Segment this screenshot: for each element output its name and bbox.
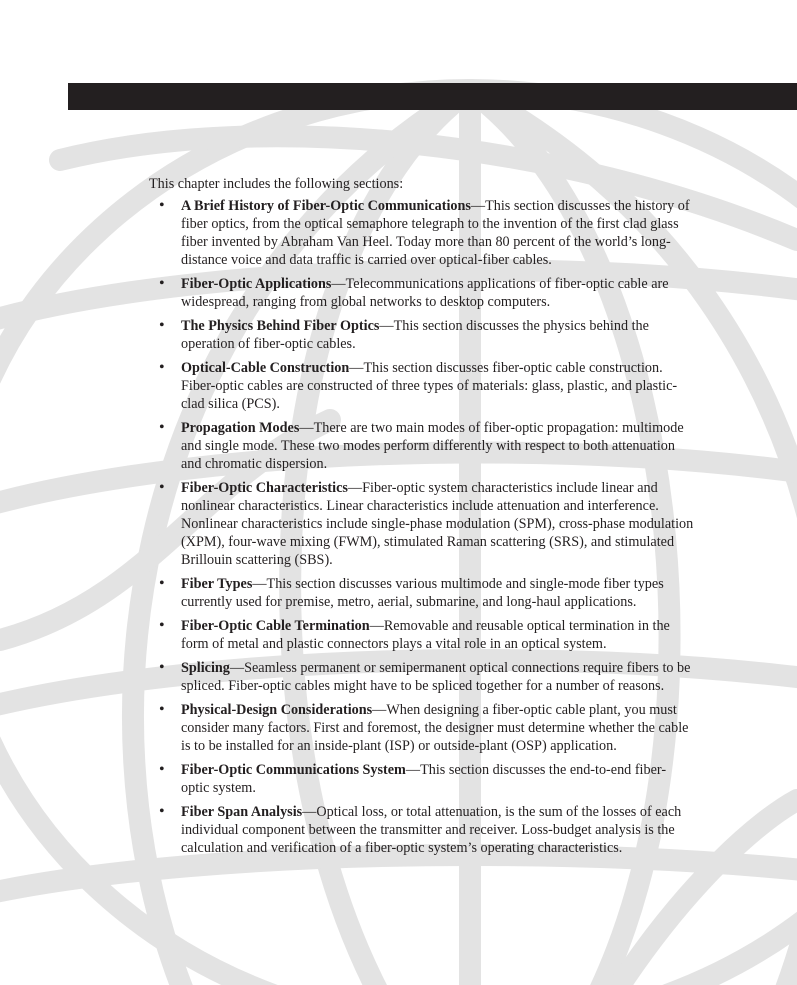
list-item: [149, 359, 694, 413]
bullet-icon: •: [159, 803, 165, 820]
section-description: —This section discusses the history of fiber optics, from the optical semaphore telegraph to the invention of the first clad glass fiber invented by Abraham Van Heel. Today more than 80 percent of the world’s long-distance voice and data traffic is carried over optical-fiber cables.: [181, 198, 690, 268]
section-description: —There are two main modes of fiber-optic propagation: multimode and single mode. These two modes perform differently with respect to both attenuation and chromatic dispersion.: [181, 420, 684, 472]
section-description: —Seamless permanent or semipermanent optical connections require fibers to be spliced. Fiber-optic cables might have to be spliced together for a number of reasons.: [181, 660, 691, 694]
section-term: Fiber-Optic Characteristics: [181, 480, 348, 496]
bullet-icon: •: [159, 479, 165, 496]
section-term: Splicing: [181, 660, 230, 676]
chapter-overview: [149, 175, 694, 863]
list-item: [149, 659, 694, 695]
section-description: —This section discusses various multimode and single-mode fiber types currently used for premise, metro, aerial, submarine, and long-haul applications.: [181, 576, 664, 610]
list-item: [149, 617, 694, 653]
list-item: [149, 479, 694, 569]
bullet-icon: •: [159, 359, 165, 376]
list-item: [149, 701, 694, 755]
section-term: Fiber-Optic Applications: [181, 276, 332, 292]
list-item: [149, 575, 694, 611]
bullet-icon: •: [159, 761, 165, 778]
section-term: Optical-Cable Construction: [181, 360, 350, 376]
section-term: Fiber-Optic Cable Termination: [181, 618, 370, 634]
section-term: Fiber-Optic Communications System: [181, 762, 406, 778]
section-term: A Brief History of Fiber-Optic Communications: [181, 198, 471, 214]
list-item: [149, 803, 694, 857]
bullet-icon: •: [159, 317, 165, 334]
section-term: The Physics Behind Fiber Optics: [181, 318, 380, 334]
list-item: [149, 197, 694, 269]
section-description: —This section discusses the end-to-end fiber-optic system.: [181, 762, 667, 796]
section-description: —Optical loss, or total attenuation, is the sum of the losses of each individual component between the transmitter and receiver. Loss-budget analysis is the calculation and verification of a fiber-optic system’s operating characteristics.: [181, 804, 682, 856]
list-item: [149, 317, 694, 353]
section-description: —When designing a fiber-optic cable plant, you must consider many factors. First and foremost, the designer must determine whether the cable is to be installed for an inside-plant (ISP) or outside-plant (OSP) application.: [181, 702, 689, 754]
bullet-icon: •: [159, 197, 165, 214]
intro-text: This chapter includes the following sections:: [149, 176, 404, 192]
bullet-icon: •: [159, 419, 165, 436]
section-description: —This section discusses the physics behind the operation of fiber-optic cables.: [181, 318, 649, 352]
section-description: —Fiber-optic system characteristics include linear and nonlinear characteristics. Linear characteristics include attenuation and interference. Nonlinear characteristics include single-phase modulation (SPM), cross-phase modulation (XPM), four-wave mixing (FWM), stimulated Raman scattering (SRS), and stimulated Brillouin scattering (SBS).: [181, 480, 694, 568]
section-description: —Telecommunications applications of fiber-optic cable are widespread, ranging from global networks to desktop computers.: [181, 276, 669, 310]
bullet-icon: •: [159, 701, 165, 718]
bullet-icon: •: [159, 617, 165, 634]
list-item: [149, 761, 694, 797]
bullet-icon: •: [159, 659, 165, 676]
bullet-icon: •: [159, 275, 165, 292]
section-term: Fiber Span Analysis: [181, 804, 303, 820]
list-item: [149, 419, 694, 473]
bullet-icon: •: [159, 575, 165, 592]
section-term: Physical-Design Considerations: [181, 702, 373, 718]
section-term: Propagation Modes: [181, 420, 300, 436]
list-item: [149, 275, 694, 311]
section-term: Fiber Types: [181, 576, 253, 592]
section-description: —This section discusses fiber-optic cable construction. Fiber-optic cables are constructed of three types of materials: glass, plastic, and plastic-clad silica (PCS).: [181, 360, 678, 412]
chapter-header-bar: [68, 83, 797, 110]
section-list: [149, 197, 694, 857]
section-description: —Removable and reusable optical termination in the form of metal and plastic connectors plays a vital role in an optical system.: [181, 618, 670, 652]
